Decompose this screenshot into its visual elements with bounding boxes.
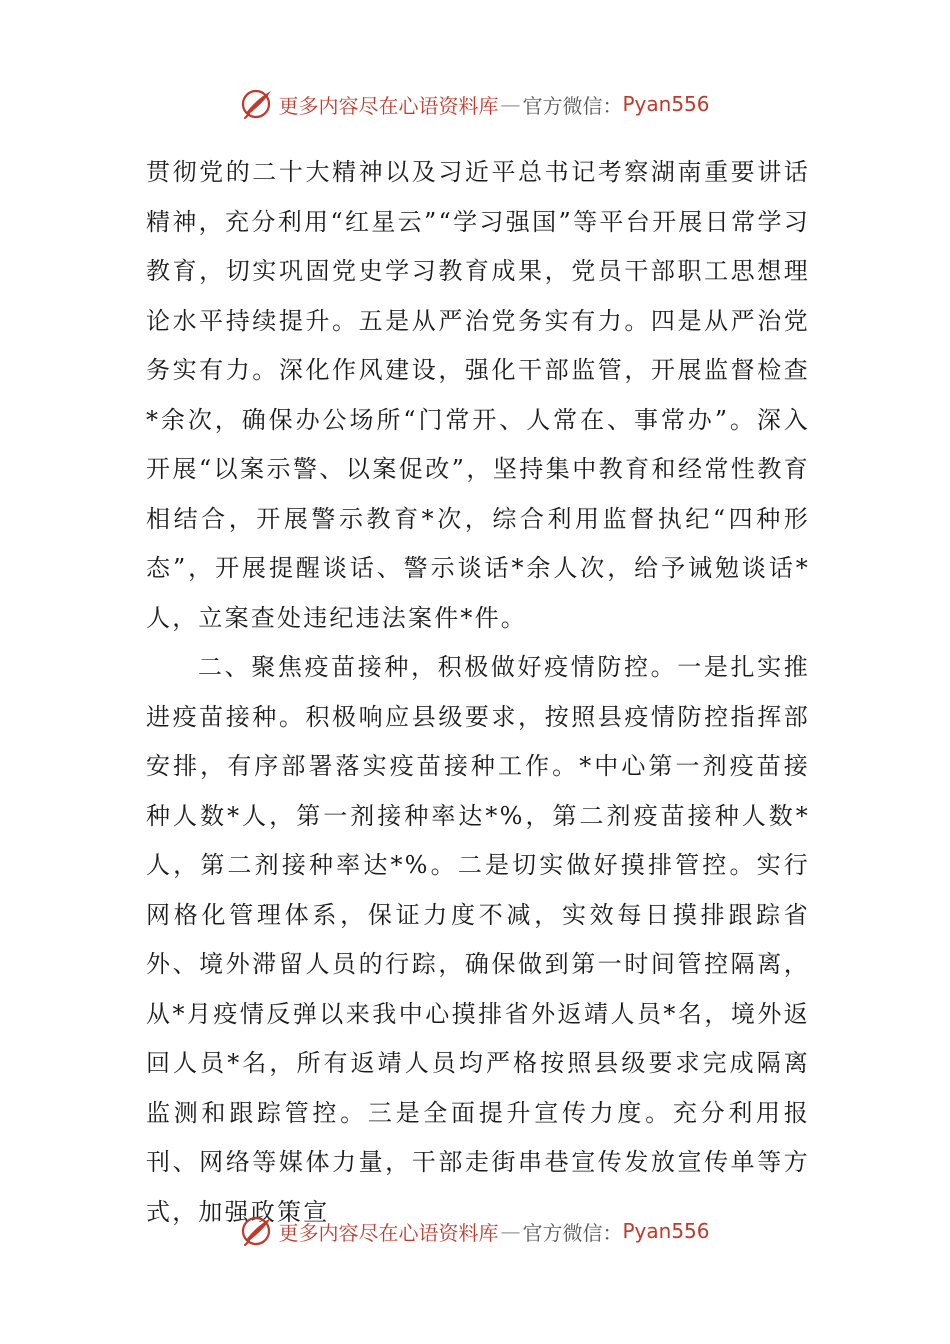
watermark-dash: — (500, 92, 521, 116)
footer-watermark (0, 1211, 950, 1251)
watermark-brand: 更多内容尽在心语资料库 (278, 1220, 499, 1245)
header-watermark (0, 84, 950, 124)
watermark-wechat-id: Pyan556 (622, 1219, 710, 1243)
quill-logo-icon (240, 1214, 274, 1248)
quill-logo-icon (240, 87, 274, 121)
paragraph-continuation: 贯彻党的二十大精神以及习近平总书记考察湖南重要讲话精神，充分利用“红星云”“学习强国”等平台开展日常学习教育，切实巩固党史学习教育成果，党员干部职工思想理论水平持续提升。五是从严治党务实有力。四是从严治党务实有力。深化作风建设，强化干部监管，开展监督检查*余次，确保办公场所“门常开、人常在、事常办”。深入开展“以案示警、以案促改”，坚持集中教育和经常性教育相结合，开展警示教育*次，综合利用监督执纪“四种形态”，开展提醒谈话、警示谈话*余人次，给予诫勉谈话*人，立案查处违纪违法案件*件。 (146, 158, 810, 632)
watermark-label: 官方微信： (522, 93, 623, 118)
watermark-label: 官方微信： (522, 1220, 623, 1245)
watermark-dash: — (500, 1219, 521, 1243)
watermark-brand: 更多内容尽在心语资料库 (278, 93, 499, 118)
document-body (146, 148, 810, 1237)
paragraph-epidemic-prevention: 二、聚焦疫苗接种，积极做好疫情防控。一是扎实推进疫苗接种。积极响应县级要求，按照县疫情防控指挥部安排，有序部署落实疫苗接种工作。*中心第一剂疫苗接种人数*人，第一剂接种率达*%，第二剂疫苗接种人数*人，第二剂接种率达*%。二是切实做好摸排管控。实行网格化管理体系，保证力度不减，实效每日摸排跟踪省外、境外滞留人员的行踪，确保做到第一时间管控隔离，从*月疫情反弹以来我中心摸排省外返靖人员*名，境外返回人员*名，所有返靖人员均严格按照县级要求完成隔离监测和跟踪管控。三是全面提升宣传力度。充分利用报刊、网络等媒体力量，干部走街串巷宣传发放宣传单等方式，加强政策宣 (146, 653, 810, 1226)
watermark-wechat-id: Pyan556 (622, 92, 710, 116)
